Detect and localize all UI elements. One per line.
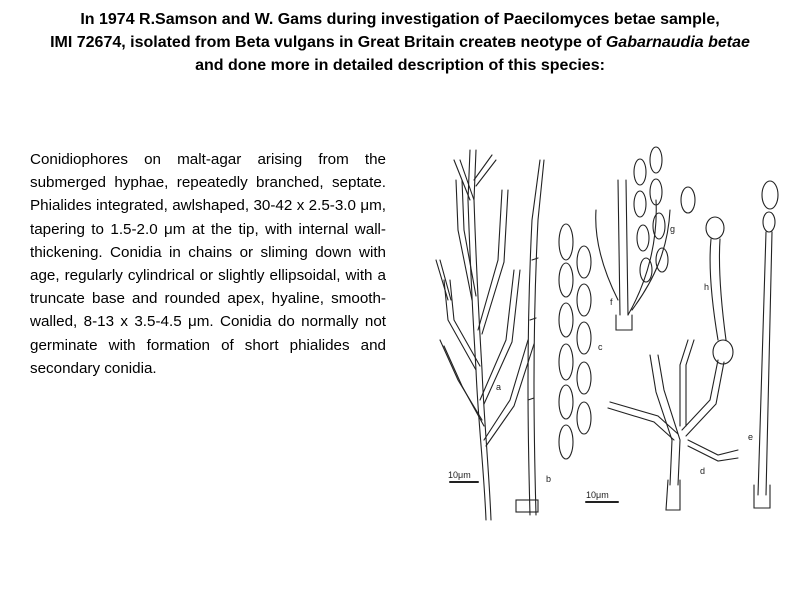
species-name: Gabarnaudia betae (605, 34, 750, 51)
species-description: Conidiophores on malt-agar arising from the submerged hyphae, repeatedly branched, septate. Phialides integrated, awlshaped, 30-42 x 2.5-3.0 μm, tapering to 1.5-2.0 μm at the tip, with internal wall-thickening. Conidia in chains or sliming down with age, regularly cylindrical or slightly ellipsoidal, with a truncate base and rounded apex, hyaline, smooth-walled, 8-13 x 3.5-4.5 μm. Conidia do normally not germinate with formation of short phialides and secondary conidia. (30, 151, 386, 377)
conidia-g-drawing (634, 147, 695, 282)
panel-label-h: h (704, 282, 710, 292)
conidiophore-d-drawing (608, 340, 738, 510)
conidia-c-drawing (559, 224, 591, 459)
conidiophore-e-drawing (754, 181, 778, 508)
panel-label-e: e (748, 432, 754, 442)
conidiophore-b-drawing (516, 160, 544, 515)
panel-label-b: b (546, 474, 552, 484)
title-line-2-text: IMI 72674, isolated from Beta vulgans in Great Britain createв neotype of (50, 34, 606, 51)
title-line-1: In 1974 R.Samson and W. Gams during investigation of Paecilomyces betae sample, (80, 11, 720, 28)
scale-bar-label-2: 10μm (586, 490, 609, 500)
title-line-2 (0, 31, 800, 54)
scale-bar-label-1: 10μm (448, 470, 471, 480)
panel-label-c: c (598, 342, 603, 352)
conidiophore-a-drawing (436, 150, 534, 520)
panel-label-d: d (700, 466, 706, 476)
panel-label-g: g (670, 224, 676, 234)
conidiophore-h-drawing (706, 217, 733, 364)
panel-label-a: a (496, 382, 502, 392)
title-line-3: and done more in detailed description of this species: (195, 57, 605, 74)
morphology-illustration (418, 140, 788, 535)
panel-label-f: f (610, 297, 613, 307)
conidiophore-f-drawing (596, 180, 670, 330)
slide-title (0, 8, 800, 77)
